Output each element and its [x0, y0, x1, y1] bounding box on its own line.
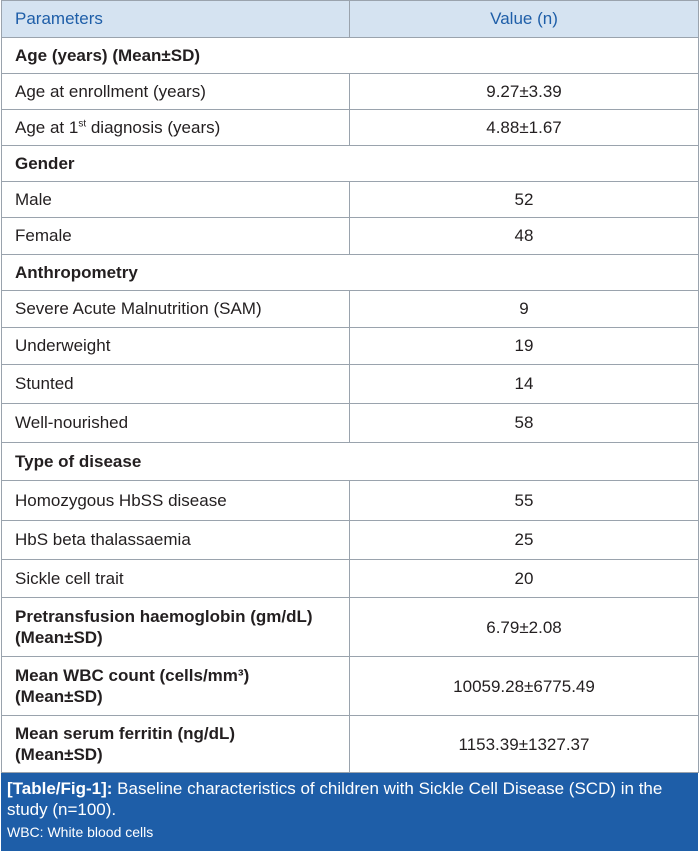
caption-ref: [Table/Fig-1]: [7, 779, 113, 798]
section-row-gender [2, 146, 699, 182]
section-label: Gender [2, 146, 699, 182]
row-label: Mean WBC count (cells/mm³) (Mean±SD) [2, 657, 350, 716]
row-label: Male [2, 182, 350, 218]
row-value: 20 [350, 560, 699, 598]
table-row [2, 521, 699, 560]
row-label: Female [2, 218, 350, 255]
section-label: Age (years) (Mean±SD) [2, 38, 699, 74]
row-label: HbS beta thalassaemia [2, 521, 350, 560]
row-value: 4.88±1.67 [350, 110, 699, 146]
row-value: 9.27±3.39 [350, 74, 699, 110]
row-value: 52 [350, 182, 699, 218]
table-row [2, 182, 699, 218]
section-row-anthropometry [2, 255, 699, 291]
row-value: 1153.39±1327.37 [350, 716, 699, 773]
row-value: 6.79±2.08 [350, 598, 699, 657]
header-parameters: Parameters [2, 1, 350, 38]
section-row-disease [2, 443, 699, 481]
table-row [2, 291, 699, 328]
caption-note: WBC: White blood cells [7, 824, 154, 840]
table-row [2, 560, 699, 598]
row-label: Sickle cell trait [2, 560, 350, 598]
table-row-haemoglobin [2, 598, 699, 657]
header-value: Value (n) [350, 1, 699, 38]
figure-caption [1, 773, 698, 851]
section-label: Type of disease [2, 443, 699, 481]
table-row [2, 218, 699, 255]
row-value: 58 [350, 404, 699, 443]
table-row-wbc [2, 657, 699, 716]
row-label: Age at 1st diagnosis (years) [2, 110, 350, 146]
row-value: 19 [350, 328, 699, 365]
row-value: 25 [350, 521, 699, 560]
table-row [2, 481, 699, 521]
row-label: Underweight [2, 328, 350, 365]
table-row [2, 110, 699, 146]
baseline-table [1, 0, 699, 773]
row-label: Mean serum ferritin (ng/dL) (Mean±SD) [2, 716, 350, 773]
row-label: Stunted [2, 365, 350, 404]
table-header-row [2, 1, 699, 38]
row-label: Severe Acute Malnutrition (SAM) [2, 291, 350, 328]
section-row-age [2, 38, 699, 74]
row-value: 48 [350, 218, 699, 255]
table-row [2, 404, 699, 443]
row-label: Homozygous HbSS disease [2, 481, 350, 521]
table-row [2, 74, 699, 110]
row-label: Pretransfusion haemoglobin (gm/dL) (Mean±SD) [2, 598, 350, 657]
row-value: 10059.28±6775.49 [350, 657, 699, 716]
section-label: Anthropometry [2, 255, 699, 291]
row-label: Well-nourished [2, 404, 350, 443]
caption-text: [Table/Fig-1]: Baseline characteristics of children with Sickle Cell Disease (SCD) in the study (n=100). [7, 779, 663, 819]
row-value: 14 [350, 365, 699, 404]
row-value: 9 [350, 291, 699, 328]
row-label: Age at enrollment (years) [2, 74, 350, 110]
table-row [2, 365, 699, 404]
table-row-ferritin [2, 716, 699, 773]
row-value: 55 [350, 481, 699, 521]
table-row [2, 328, 699, 365]
